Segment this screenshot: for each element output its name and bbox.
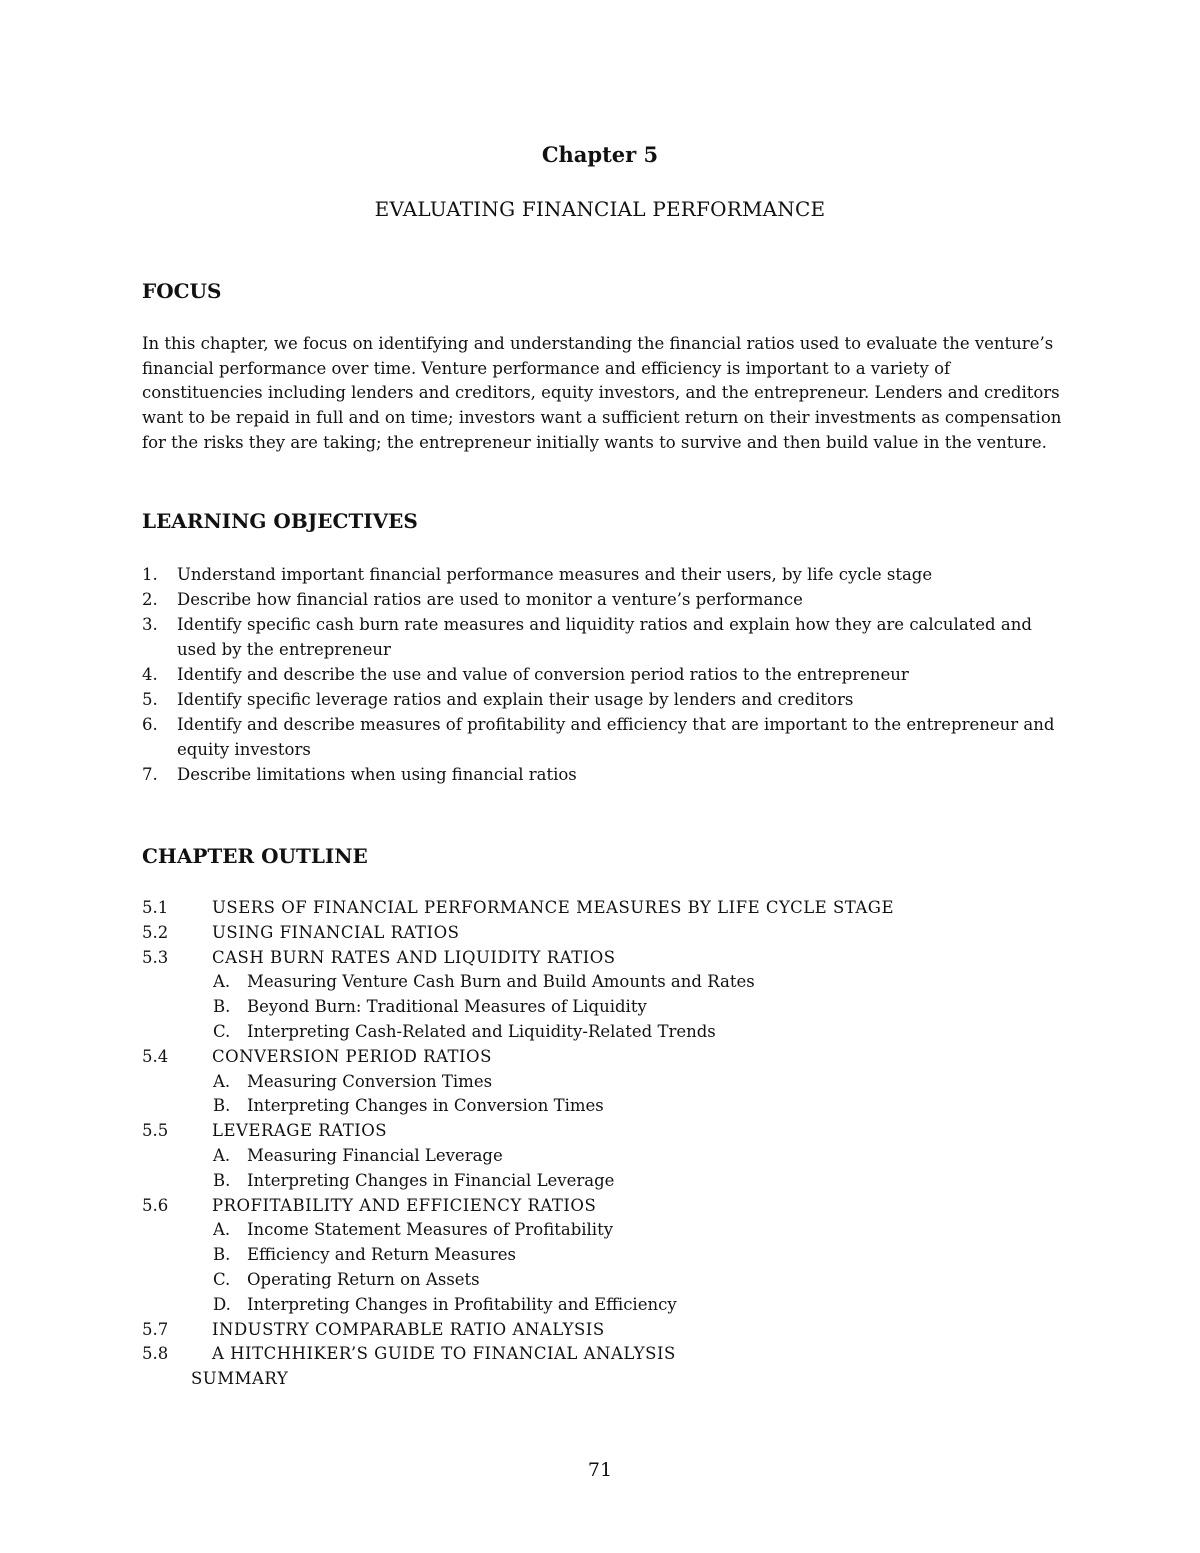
section-title: A HITCHHIKER’S GUIDE TO FINANCIAL ANALYSIS bbox=[212, 1344, 676, 1364]
objective-item bbox=[142, 562, 1072, 587]
objectives-list bbox=[142, 562, 1072, 787]
subsection-letter: A. bbox=[213, 972, 231, 992]
outline-subsection bbox=[142, 1293, 1072, 1318]
objective-text: Identify specific cash burn rate measures and liquidity ratios and explain how they are calculated and used by the entrepreneur bbox=[177, 615, 1032, 659]
subsection-title: Beyond Burn: Traditional Measures of Liquidity bbox=[247, 997, 647, 1017]
objective-number: 6. bbox=[142, 715, 158, 734]
subsection-letter: A. bbox=[213, 1220, 231, 1240]
chapter-label: Chapter 5 bbox=[541, 142, 659, 167]
objective-item bbox=[142, 762, 1072, 787]
objective-text: Describe limitations when using financial ratios bbox=[177, 765, 577, 784]
objective-number: 4. bbox=[142, 665, 158, 684]
subsection-letter: B. bbox=[213, 1096, 231, 1116]
outline-subsection bbox=[142, 1020, 1072, 1045]
section-number: 5.8 bbox=[142, 1344, 169, 1364]
section-number: 5.5 bbox=[142, 1121, 169, 1141]
section-title: CONVERSION PERIOD RATIOS bbox=[212, 1046, 492, 1066]
section-title: INDUSTRY COMPARABLE RATIO ANALYSIS bbox=[212, 1319, 605, 1339]
outline-list bbox=[142, 896, 1072, 1392]
section-title: PROFITABILITY AND EFFICIENCY RATIOS bbox=[212, 1195, 597, 1215]
subsection-letter: A. bbox=[213, 1145, 231, 1165]
objective-text: Identify and describe measures of profitability and efficiency that are important to the entrepreneur and equity investors bbox=[177, 715, 1055, 759]
subsection-letter: C. bbox=[213, 1269, 231, 1289]
subsection-title: Measuring Venture Cash Burn and Build Amounts and Rates bbox=[247, 972, 755, 992]
section-number: 5.7 bbox=[142, 1319, 169, 1339]
section-title: USERS OF FINANCIAL PERFORMANCE MEASURES BY LIFE CYCLE STAGE bbox=[212, 898, 895, 917]
objectives-heading: LEARNING OBJECTIVES bbox=[142, 509, 418, 533]
objective-text: Identify and describe the use and value of conversion period ratios to the entrepreneur bbox=[177, 665, 909, 684]
objective-text: Identify specific leverage ratios and explain their usage by lenders and creditors bbox=[177, 690, 854, 709]
subsection-letter: C. bbox=[213, 1021, 231, 1041]
subsection-letter: B. bbox=[213, 997, 231, 1017]
section-number: 5.6 bbox=[142, 1195, 169, 1215]
subsection-letter: B. bbox=[213, 1170, 231, 1190]
outline-section bbox=[142, 946, 1072, 971]
focus-heading: FOCUS bbox=[142, 279, 222, 303]
subsection-letter: D. bbox=[213, 1294, 231, 1314]
subsection-letter: B. bbox=[213, 1245, 231, 1265]
outline-section bbox=[142, 1342, 1072, 1367]
outline-subsection bbox=[142, 1144, 1072, 1169]
subsection-letter: A. bbox=[213, 1071, 231, 1091]
outline-section bbox=[142, 1194, 1072, 1219]
outline-section bbox=[142, 1318, 1072, 1343]
outline-section bbox=[142, 1045, 1072, 1070]
outline-subsection bbox=[142, 1243, 1072, 1268]
objective-item bbox=[142, 612, 1072, 662]
objective-item bbox=[142, 662, 1072, 687]
objective-item bbox=[142, 687, 1072, 712]
objective-text: Understand important financial performance measures and their users, by life cycle stage bbox=[177, 565, 933, 584]
chapter-title: EVALUATING FINANCIAL PERFORMANCE bbox=[374, 197, 826, 221]
objective-number: 7. bbox=[142, 765, 158, 784]
objective-number: 2. bbox=[142, 590, 158, 609]
subsection-title: Operating Return on Assets bbox=[247, 1269, 480, 1289]
objective-item bbox=[142, 587, 1072, 612]
focus-paragraph: In this chapter, we focus on identifying and understanding the financial ratios used to evaluate the venture’s financial performance over time. Venture performance and efficiency is important to a variety of constituencies including lenders and creditors, equity investors, and the entrepreneur. Lenders and creditors want to be repaid in full and on time; investors want a sufficient return on their investments as compensation for the risks they are taking; the entrepreneur initially wants to survive and then build value in the venture. bbox=[142, 334, 1062, 452]
objective-number: 3. bbox=[142, 615, 158, 634]
section-title: USING FINANCIAL RATIOS bbox=[212, 922, 460, 942]
section-title: LEVERAGE RATIOS bbox=[212, 1121, 388, 1141]
subsection-title: Interpreting Changes in Profitability and Efficiency bbox=[247, 1294, 677, 1314]
objective-number: 5. bbox=[142, 690, 158, 709]
section-title: CASH BURN RATES AND LIQUIDITY RATIOS bbox=[212, 947, 616, 967]
section-number: 5.3 bbox=[142, 947, 169, 967]
outline-subsection bbox=[142, 1218, 1072, 1243]
subsection-title: Interpreting Changes in Financial Leverage bbox=[247, 1170, 615, 1190]
outline-heading: CHAPTER OUTLINE bbox=[142, 844, 368, 868]
outline-section bbox=[142, 896, 1072, 921]
outline-subsection bbox=[142, 970, 1072, 995]
outline-subsection bbox=[142, 1070, 1072, 1095]
subsection-title: Efficiency and Return Measures bbox=[247, 1245, 516, 1265]
subsection-title: Income Statement Measures of Profitability bbox=[247, 1220, 614, 1240]
outline-subsection bbox=[142, 995, 1072, 1020]
objective-text: Describe how financial ratios are used to monitor a venture’s performance bbox=[177, 590, 803, 609]
outline-section bbox=[142, 1119, 1072, 1144]
outline-section bbox=[142, 921, 1072, 946]
page-number: 71 bbox=[587, 1459, 613, 1481]
subsection-title: Interpreting Cash-Related and Liquidity-Related Trends bbox=[247, 1021, 716, 1041]
section-number: 5.1 bbox=[142, 898, 169, 917]
section-number: 5.2 bbox=[142, 922, 169, 942]
outline-summary: SUMMARY bbox=[191, 1369, 289, 1389]
subsection-title: Measuring Conversion Times bbox=[247, 1071, 493, 1091]
subsection-title: Measuring Financial Leverage bbox=[247, 1145, 503, 1165]
outline-subsection bbox=[142, 1268, 1072, 1293]
subsection-title: Interpreting Changes in Conversion Times bbox=[247, 1096, 604, 1116]
outline-subsection bbox=[142, 1169, 1072, 1194]
objective-item bbox=[142, 712, 1072, 762]
objective-number: 1. bbox=[142, 565, 158, 584]
outline-subsection bbox=[142, 1094, 1072, 1119]
section-number: 5.4 bbox=[142, 1046, 169, 1066]
